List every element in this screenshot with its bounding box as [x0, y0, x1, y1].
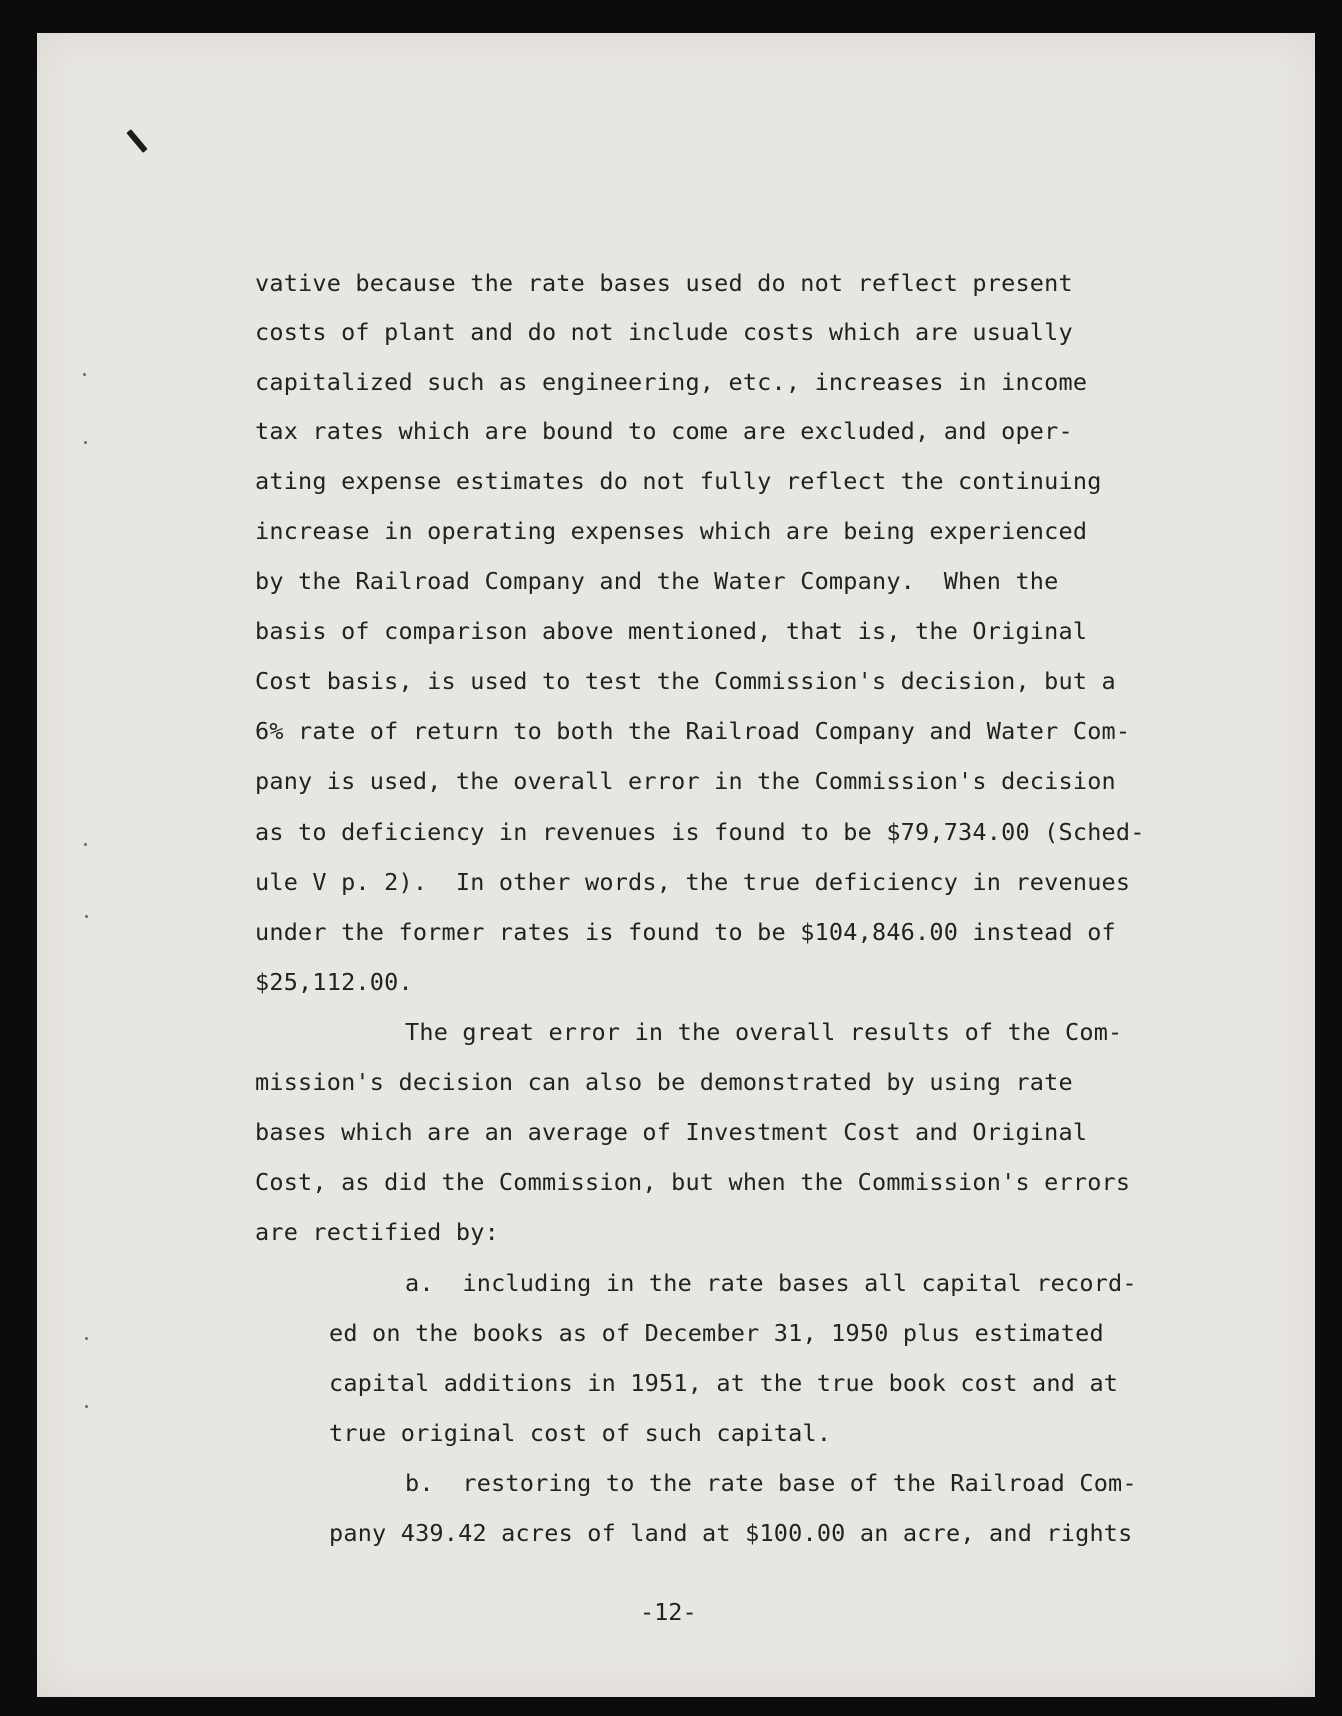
body-line: Cost, as did the Commission, but when the Commission's errors [255, 1168, 1131, 1196]
body-line: 6% rate of return to both the Railroad Company and Water Com- [255, 717, 1131, 745]
body-line: ule V p. 2). In other words, the true deficiency in revenues [255, 868, 1131, 896]
body-line: increase in operating expenses which are being experienced [255, 517, 1088, 545]
body-line: basis of comparison above mentioned, that is, the Original [255, 617, 1088, 645]
list-item-b-line: pany 439.42 acres of land at $100.00 an acre, and rights [329, 1519, 1133, 1547]
body-line: as to deficiency in revenues is found to be $79,734.00 (Sched- [255, 818, 1145, 846]
body-line: ating expense estimates do not fully reflect the continuing [255, 467, 1102, 495]
margin-mark [84, 441, 87, 444]
body-line: The great error in the overall results of the Com- [405, 1018, 1123, 1046]
body-line: bases which are an average of Investment Cost and Original [255, 1118, 1088, 1146]
body-line: by the Railroad Company and the Water Company. When the [255, 567, 1059, 595]
body-line: $25,112.00. [255, 968, 413, 996]
margin-mark [83, 373, 86, 376]
list-item-a-line: ed on the books as of December 31, 1950 plus estimated [329, 1319, 1104, 1347]
ink-mark [126, 129, 147, 153]
body-line: vative because the rate bases used do not reflect present [255, 269, 1073, 297]
margin-mark [85, 915, 88, 918]
margin-mark [85, 1405, 88, 1408]
body-line: costs of plant and do not include costs which are usually [255, 318, 1073, 346]
margin-mark [84, 843, 87, 846]
page-number: -12- [640, 1598, 697, 1626]
body-line: capitalized such as engineering, etc., increases in income [255, 368, 1088, 396]
body-line: pany is used, the overall error in the Commission's decision [255, 767, 1116, 795]
margin-mark [85, 1337, 88, 1340]
body-line: under the former rates is found to be $104,846.00 instead of [255, 918, 1116, 946]
list-item-a-line: true original cost of such capital. [329, 1419, 832, 1447]
body-line: mission's decision can also be demonstrated by using rate [255, 1068, 1073, 1096]
list-item-a-line: a. including in the rate bases all capital record- [405, 1269, 1137, 1297]
body-line: are rectified by: [255, 1218, 499, 1246]
document-page [37, 33, 1315, 1697]
list-item-b-line: b. restoring to the rate base of the Railroad Com- [405, 1469, 1137, 1497]
body-line: Cost basis, is used to test the Commission's decision, but a [255, 667, 1116, 695]
list-item-a-line: capital additions in 1951, at the true book cost and at [329, 1369, 1119, 1397]
body-line: tax rates which are bound to come are excluded, and oper- [255, 417, 1073, 445]
